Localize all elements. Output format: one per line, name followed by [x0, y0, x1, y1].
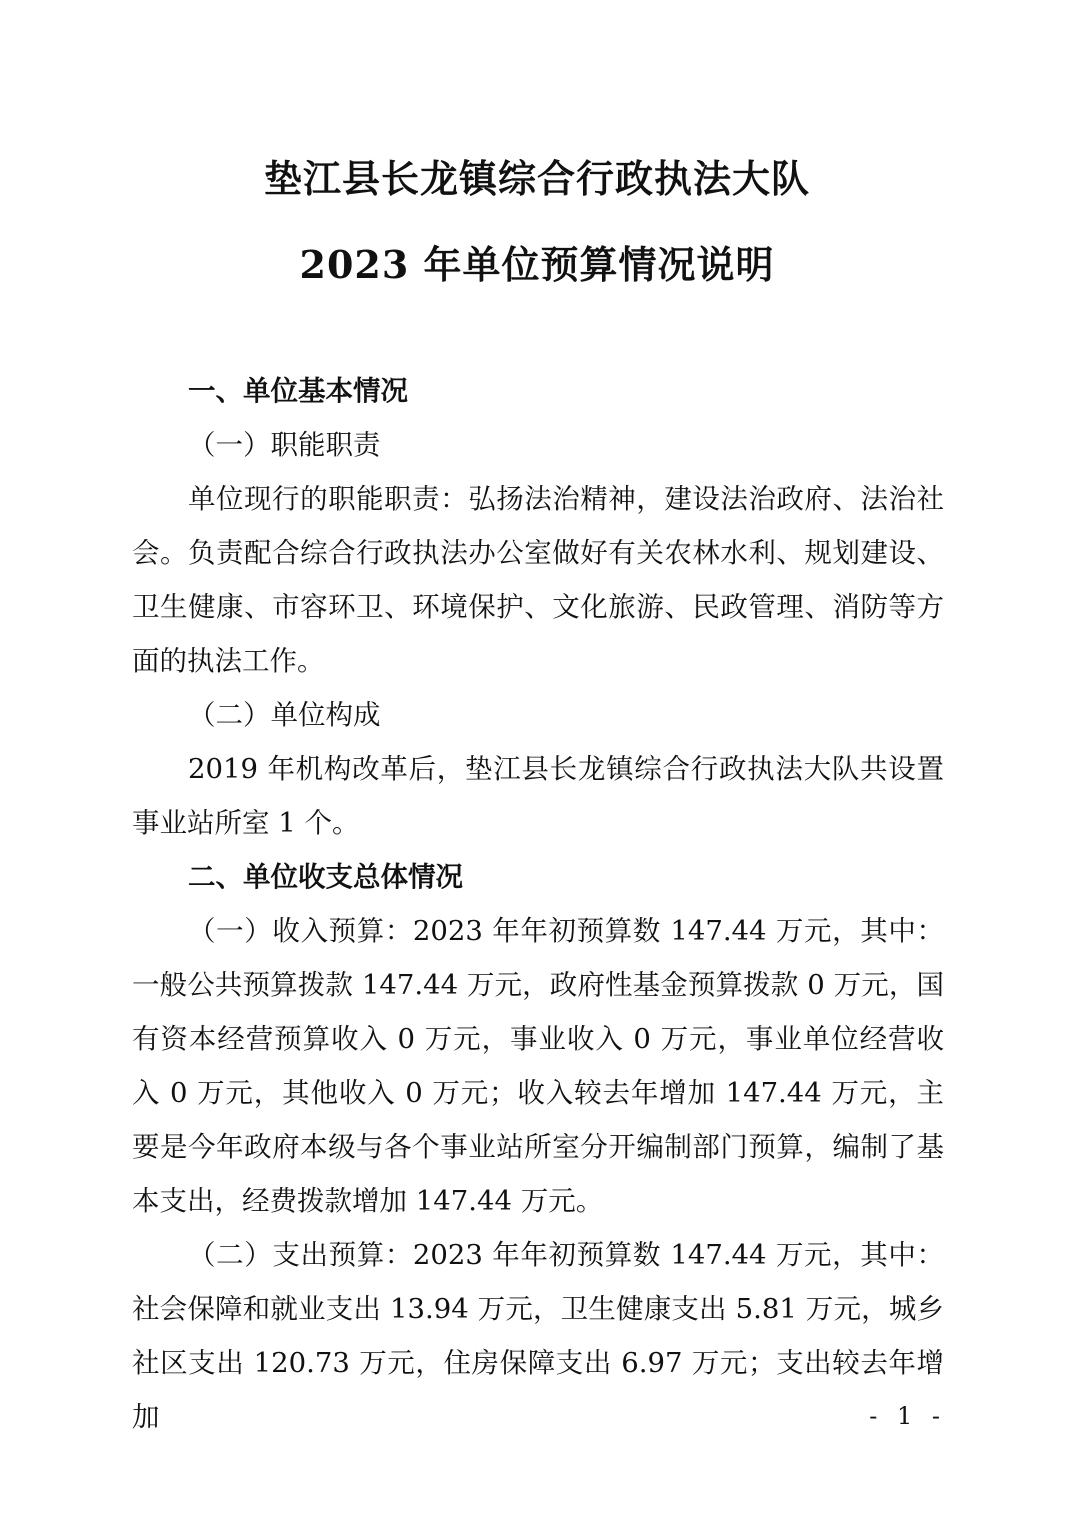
subheading-functions: （一）职能职责 [188, 429, 381, 461]
paragraph-composition: 2019 年机构改革后，垫江县长龙镇综合行政执法大队共设置事业站所室 1 个。 [132, 753, 944, 839]
page-number: - 1 - [869, 1402, 946, 1430]
document-body [132, 364, 944, 1444]
document-title-line2: 2023 年单位预算情况说明 [299, 242, 775, 287]
section-heading-budget-overview: 二、单位收支总体情况 [188, 861, 463, 893]
paragraph-expense-budget: （二）支出预算：2023 年年初预算数 147.44 万元，其中：社会保障和就业支出 13.94 万元，卫生健康支出 5.81 万元，城乡社区支出 120.73 万元，住房保障支出 6.97 万元；支出较去年增加 [132, 1239, 944, 1433]
subheading-composition: （二）单位构成 [188, 699, 381, 731]
paragraph-functions: 单位现行的职能职责：弘扬法治精神，建设法治政府、法治社会。负责配合综合行政执法办公室做好有关农林水利、规划建设、卫生健康、市容环卫、环境保护、文化旅游、民政管理、消防等方面的执法工作。 [132, 483, 944, 677]
document-title-line1: 垫江县长龙镇综合行政执法大队 [263, 156, 810, 201]
paragraph-income-budget: （一）收入预算：2023 年年初预算数 147.44 万元，其中：一般公共预算拨款 147.44 万元，政府性基金预算拨款 0 万元，国有资本经营预算收入 0 万元，事业收入 0 万元，事业单位经营收入 0 万元，其他收入 0 万元；收入较去年增加 147.44 万元，主要是今年政府本级与各个事业站所室分开编制部门预算，编制了基本支出，经费拨款增加 147.44 万元。 [132, 915, 944, 1217]
section-heading-basic-info: 一、单位基本情况 [188, 375, 408, 407]
